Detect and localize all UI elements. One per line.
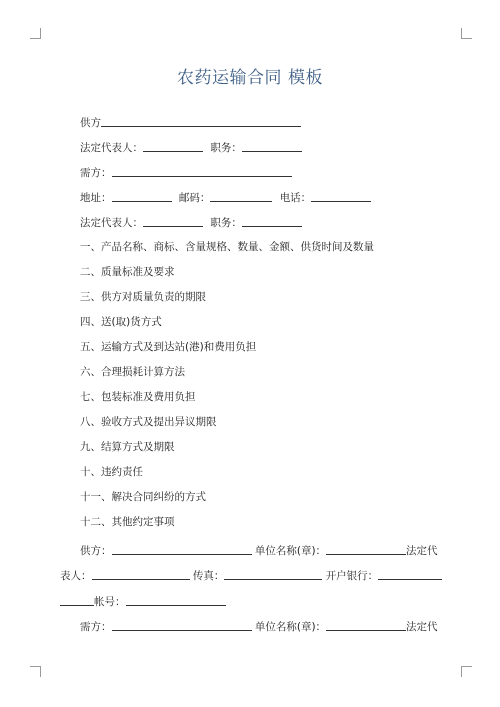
legal-rep-label: 法定代表人： [80, 142, 143, 154]
address-label: 地址： [80, 192, 112, 204]
section-1: 一、产品名称、商标、含量规格、数量、金额、供货时间及数量 [80, 241, 374, 253]
sig2-unit-name-blank[interactable] [326, 619, 406, 631]
sig-rep-blank[interactable] [92, 568, 190, 580]
position-blank[interactable] [242, 140, 302, 152]
section-2: 二、质量标准及要求 [80, 266, 175, 278]
sig-buyer-blank[interactable] [112, 619, 252, 631]
legal-rep-blank[interactable] [143, 140, 203, 152]
supplier-line [80, 115, 301, 130]
phone-label: 电话： [279, 192, 312, 204]
sig-buyer-label: 需方： [80, 621, 112, 633]
sig-fax-label: 传真： [192, 570, 225, 582]
section-3: 三、供方对质量负责的期限 [80, 291, 206, 303]
postcode-blank[interactable] [210, 190, 272, 202]
sig-account-prefix-blank[interactable] [60, 594, 94, 606]
legal-rep-label-2: 法定代表人： [80, 217, 143, 229]
postcode-label: 邮码： [178, 192, 211, 204]
corner-mark-bottom-left [30, 666, 41, 677]
corner-mark-top-right [461, 28, 472, 39]
signature-buyer-line [80, 619, 438, 634]
position-label: 职务： [210, 142, 242, 154]
signature-account-line [60, 594, 226, 609]
sig-rep-tail: 表人： [60, 570, 92, 582]
corner-mark-top-left [30, 28, 41, 39]
sig-legal-rep-head: 法定代 [406, 545, 438, 557]
address-line [80, 190, 371, 205]
document-title: 农药运输合同 模板 [177, 68, 323, 88]
signature-supplier-line [80, 543, 438, 558]
sig2-legal-rep-head: 法定代 [406, 621, 438, 633]
sig-bank-label: 开户银行： [325, 570, 379, 582]
section-11: 十一、解决合同纠纷的方式 [80, 491, 206, 503]
position-blank-2[interactable] [242, 215, 302, 227]
section-9: 九、结算方式及期限 [80, 441, 175, 453]
buyer-line [80, 165, 292, 180]
supplier-blank[interactable] [101, 115, 301, 127]
sig-supplier-label: 供方： [80, 545, 112, 557]
sig2-unit-name-label: 单位名称(章)： [254, 621, 327, 633]
legal-rep-line-2 [80, 215, 302, 230]
section-6: 六、合理损耗计算方法 [80, 366, 185, 378]
section-10: 十、违约责任 [80, 466, 143, 478]
legal-rep-blank-2[interactable] [143, 215, 203, 227]
phone-blank[interactable] [311, 190, 371, 202]
legal-rep-line [80, 140, 302, 155]
supplier-label: 供方 [80, 117, 101, 129]
sig-bank-blank[interactable] [378, 568, 442, 580]
position-label-2: 职务： [210, 217, 242, 229]
signature-rep-line [60, 568, 442, 583]
sig-fax-blank[interactable] [224, 568, 322, 580]
section-4: 四、送(取)货方式 [80, 316, 162, 328]
section-5: 五、运输方式及到达站(港)和费用负担 [80, 341, 257, 353]
corner-mark-bottom-right [461, 666, 472, 677]
buyer-label: 需方： [80, 167, 112, 179]
sig-account-label: 帐号： [94, 596, 126, 608]
sig-supplier-blank[interactable] [112, 543, 252, 555]
section-12: 十二、其他约定事项 [80, 516, 175, 528]
sig-account-blank[interactable] [126, 594, 226, 606]
address-blank[interactable] [112, 190, 172, 202]
section-7: 七、包装标准及费用负担 [80, 391, 196, 403]
buyer-blank[interactable] [112, 165, 292, 177]
sig-unit-name-blank[interactable] [326, 543, 406, 555]
sig-unit-name-label: 单位名称(章)： [254, 545, 327, 557]
section-8: 八、验收方式及提出异议期限 [80, 416, 217, 428]
